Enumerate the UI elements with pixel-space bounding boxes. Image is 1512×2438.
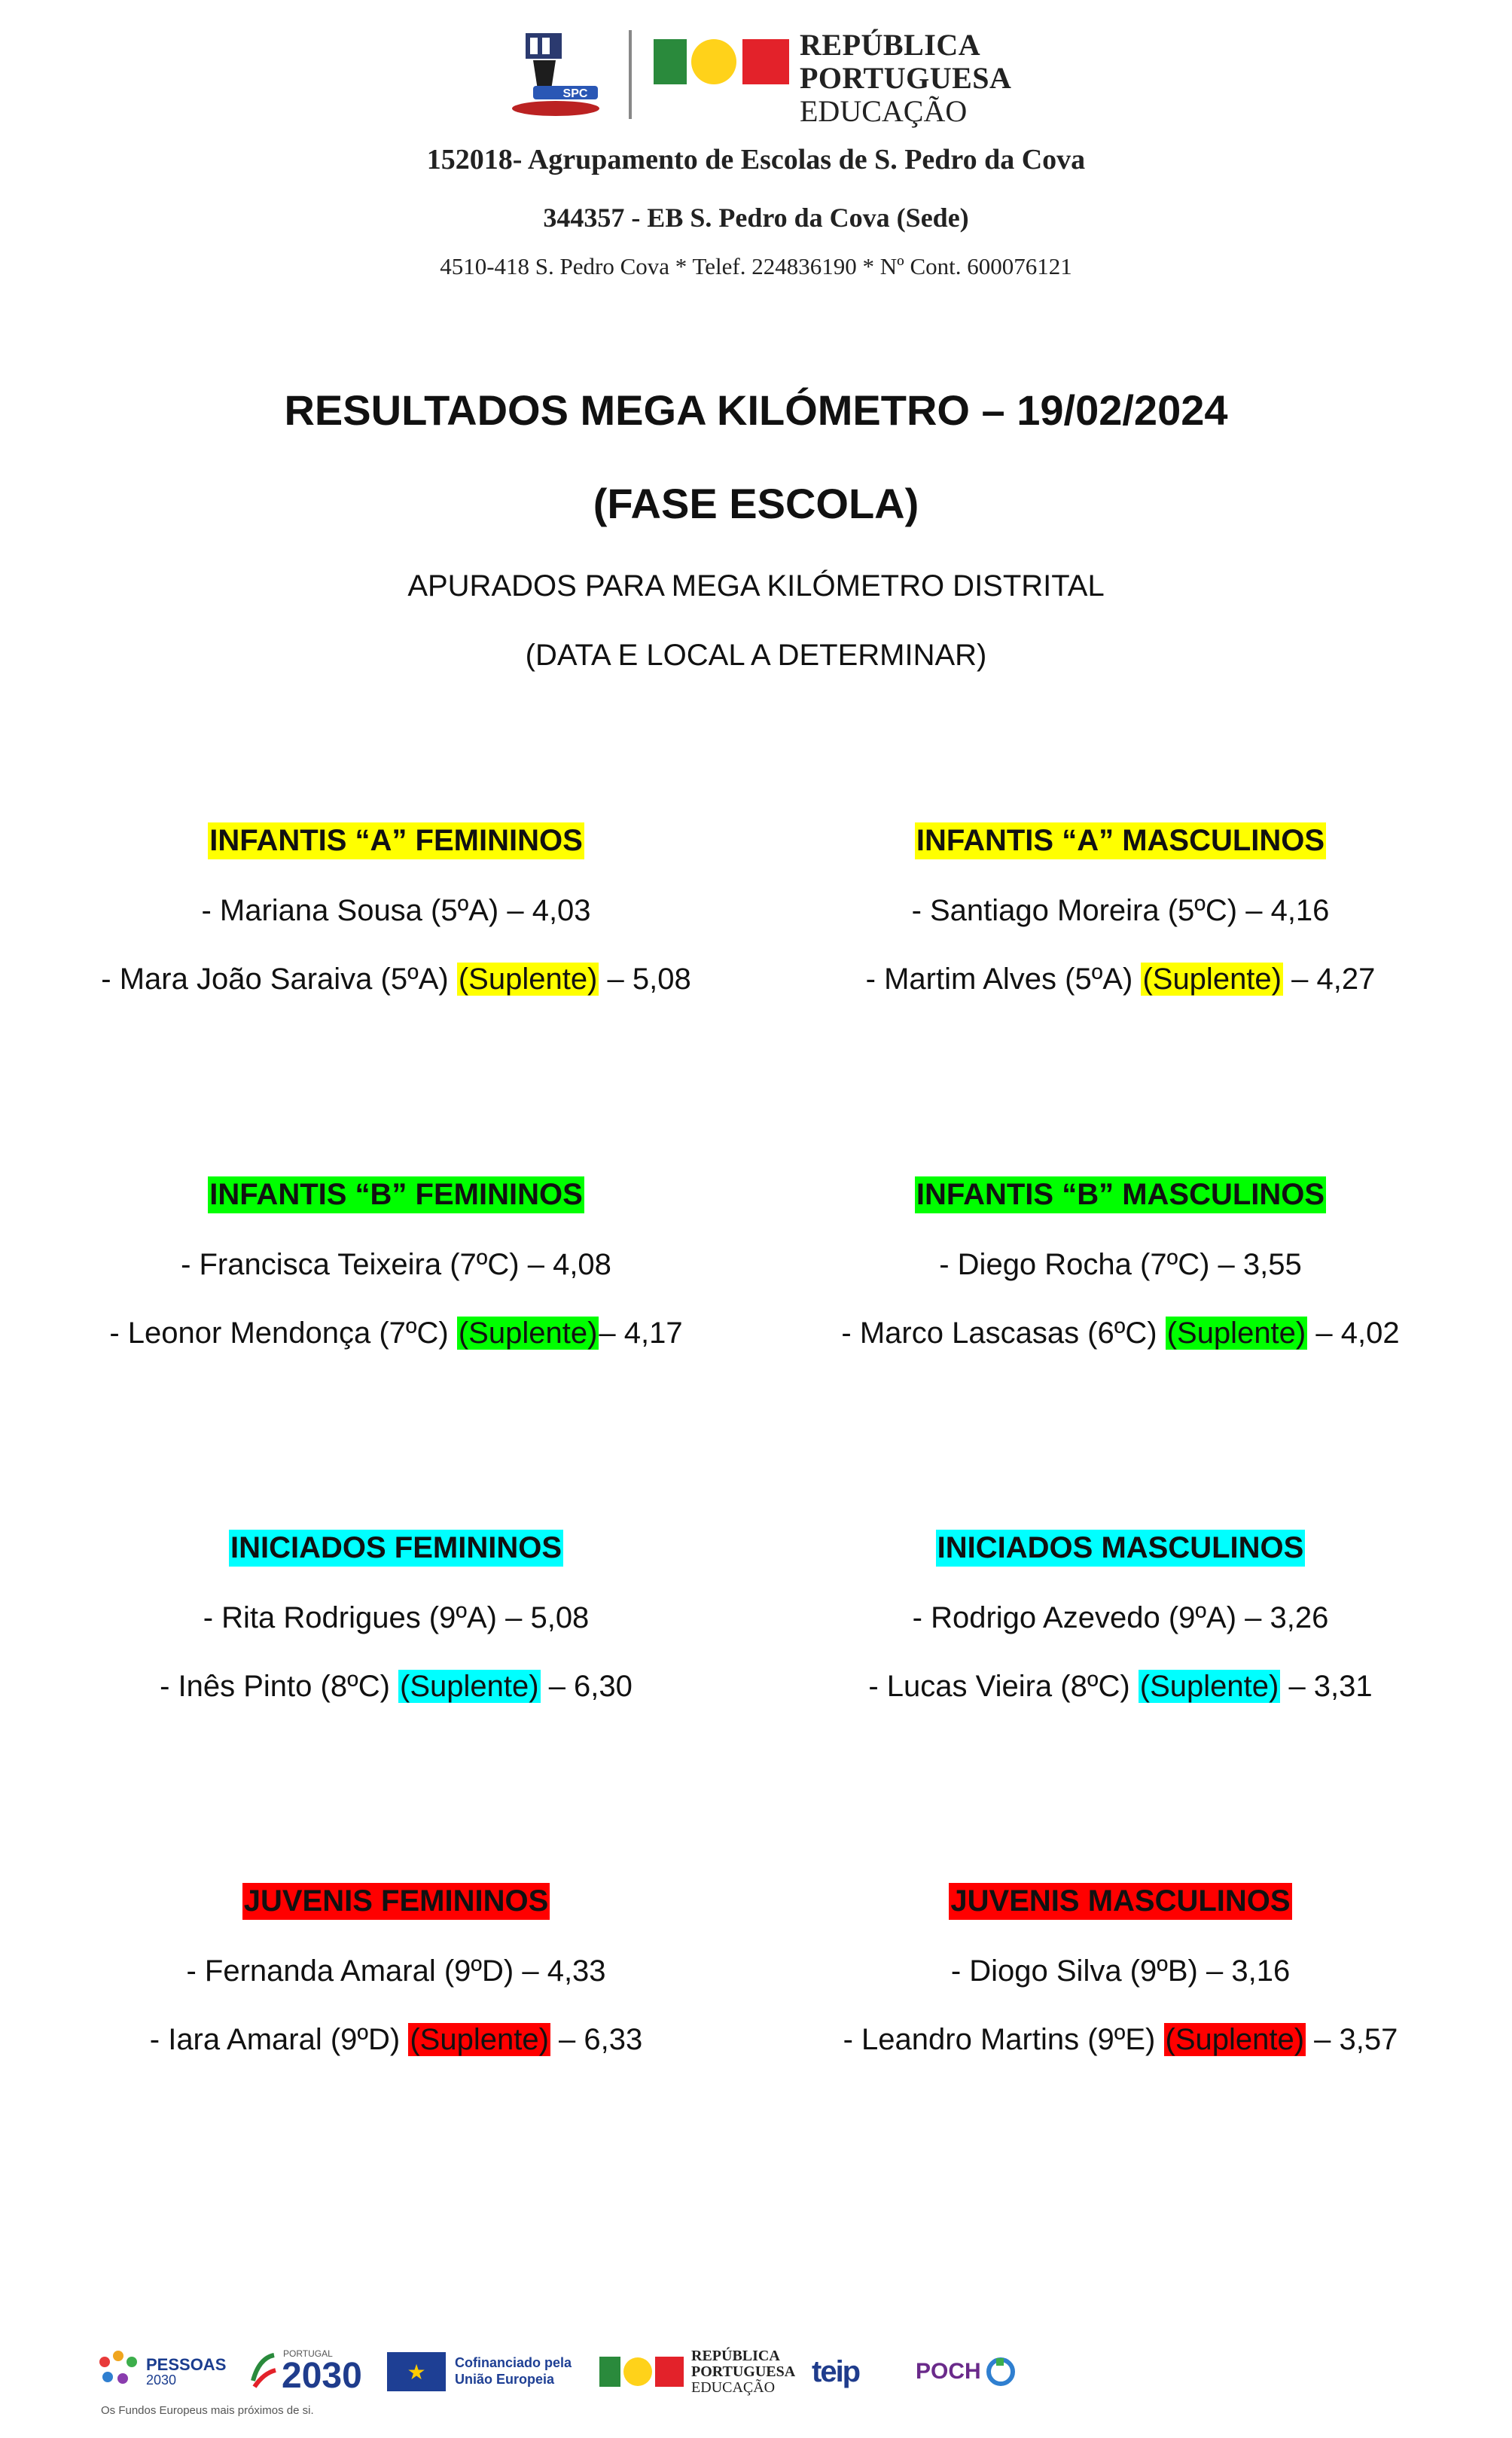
- funding-logos: [0, 2335, 1512, 2438]
- eu-flag-icon: ★: [387, 2352, 446, 2391]
- athlete-name: - Leonor Mendonça (7ºC): [109, 1317, 457, 1350]
- athlete-time: – 4,17: [599, 1317, 683, 1350]
- category-infantis-a-femininos: [20, 822, 773, 996]
- athlete-time: – 6,30: [540, 1670, 633, 1703]
- school-group-name: 152018- Agrupamento de Escolas de S. Pedro da Cova: [426, 144, 1086, 175]
- eu-cofunded-logo: [387, 2345, 572, 2398]
- athlete-time: – 6,33: [550, 2023, 643, 2056]
- substitute-badge: (Suplente): [1165, 2023, 1305, 2056]
- qualified-athlete: - Santiago Moreira (5ºC) – 4,16: [911, 894, 1330, 927]
- poch-logo: [916, 2345, 1017, 2398]
- substitute-athlete: [744, 1670, 1497, 1704]
- substitute-badge: (Suplente): [400, 1670, 539, 1703]
- pessoas-dots-icon: [99, 2351, 142, 2393]
- athlete-name: - Leandro Martins (9ºE): [843, 2023, 1164, 2056]
- flag-red-block: [655, 2357, 684, 2387]
- school-logo-icon: [503, 27, 608, 125]
- category-heading: INFANTIS “B” MASCULINOS: [915, 1176, 1326, 1213]
- qualified-athlete: - Diego Rocha (7ºC) – 3,55: [939, 1248, 1302, 1281]
- portugal-2030-icon: [248, 2351, 279, 2393]
- poch-mark-icon: [984, 2355, 1017, 2388]
- category-heading: INFANTIS “B” FEMININOS: [208, 1176, 584, 1213]
- eu-line1: Cofinanciado pela: [455, 2355, 572, 2371]
- pessoas-year: 2030: [146, 2372, 177, 2388]
- poch-label: POCH: [916, 2359, 981, 2384]
- qualified-athlete: - Mariana Sousa (5ºA) – 4,03: [201, 894, 591, 927]
- eu-line2: União Europeia: [455, 2372, 555, 2387]
- category-iniciados-masculinos: [744, 1530, 1497, 1704]
- athlete-time: – 3,31: [1280, 1670, 1373, 1703]
- qualified-athlete: - Rita Rodrigues (9ºA) – 5,08: [203, 1601, 590, 1634]
- gov-line3: EDUCAÇÃO: [800, 94, 968, 128]
- category-heading: INICIADOS FEMININOS: [229, 1530, 563, 1567]
- portugal-2030-logo: [248, 2345, 362, 2398]
- category-juvenis-femininos: [20, 1883, 773, 2057]
- school-name: 344357 - EB S. Pedro da Cova (Sede): [543, 203, 969, 233]
- athlete-name: - Lucas Vieira (8ºC): [868, 1670, 1139, 1703]
- qualified-athlete: - Rodrigo Azevedo (9ºA) – 3,26: [912, 1601, 1329, 1634]
- substitute-badge: (Suplente): [1142, 963, 1282, 996]
- qualified-athlete: - Francisca Teixeira (7ºC) – 4,08: [181, 1248, 611, 1281]
- pessoas-label: PESSOAS: [146, 2355, 227, 2374]
- qualified-athlete: - Diogo Silva (9ºB) – 3,16: [950, 1954, 1291, 1988]
- portugal-year: 2030: [282, 2356, 362, 2396]
- category-heading: INFANTIS “A” FEMININOS: [208, 822, 584, 859]
- category-infantis-b-femininos: [20, 1176, 773, 1350]
- logo-divider: [629, 30, 632, 119]
- athlete-name: - Mara João Saraiva (5ºA): [101, 963, 457, 996]
- substitute-athlete: [20, 2023, 773, 2057]
- substitute-athlete: [20, 1317, 773, 1350]
- flag-green-block: [654, 39, 687, 84]
- category-infantis-b-masculinos: [744, 1176, 1497, 1350]
- athlete-time: – 4,02: [1307, 1317, 1400, 1350]
- substitute-badge: (Suplente): [1166, 1317, 1306, 1350]
- qualified-athlete: - Fernanda Amaral (9ºD) – 4,33: [186, 1954, 606, 1988]
- athlete-name: - Iara Amaral (9ºD): [149, 2023, 409, 2056]
- category-iniciados-femininos: [20, 1530, 773, 1704]
- portugal-label: PORTUGAL: [283, 2348, 333, 2359]
- rp-line2: PORTUGUESA: [691, 2363, 796, 2380]
- category-infantis-a-masculinos: [744, 822, 1497, 996]
- category-heading: INICIADOS MASCULINOS: [936, 1530, 1306, 1567]
- republica-portuguesa-logo: [599, 2345, 795, 2398]
- substitute-athlete: [20, 1670, 773, 1704]
- athlete-time: – 4,27: [1283, 963, 1376, 996]
- substitute-badge: (Suplente): [1139, 1670, 1279, 1703]
- flag-green-block: [599, 2357, 620, 2387]
- qualified-note: APURADOS PARA MEGA KILÓMETRO DISTRITAL: [407, 569, 1105, 603]
- school-logo: [503, 27, 608, 125]
- athlete-name: - Martim Alves (5ºA): [865, 963, 1142, 996]
- athlete-time: – 3,57: [1306, 2023, 1398, 2056]
- letterhead: [0, 0, 1512, 294]
- pessoas-2030-logo: [99, 2345, 226, 2398]
- category-juvenis-masculinos: [744, 1883, 1497, 2057]
- substitute-badge: (Suplente): [458, 963, 598, 996]
- page-subtitle: (FASE ESCOLA): [593, 480, 919, 527]
- funds-slogan: Os Fundos Europeus mais próximos de si.: [101, 2404, 314, 2417]
- teip-logo: [812, 2345, 859, 2398]
- flag-yellow-circle: [623, 2357, 652, 2386]
- substitute-athlete: [20, 963, 773, 996]
- athlete-time: – 5,08: [599, 963, 691, 996]
- rp-line1: REPÚBLICA: [691, 2347, 780, 2364]
- flag-yellow-circle: [691, 39, 736, 84]
- svg-text:SPC: SPC: [562, 87, 588, 100]
- page-title: RESULTADOS MEGA KILÓMETRO – 19/02/2024: [284, 386, 1228, 434]
- substitute-athlete: [744, 2023, 1497, 2057]
- athlete-name: - Marco Lascasas (6ºC): [841, 1317, 1166, 1350]
- gov-line1: REPÚBLICA: [800, 28, 981, 62]
- rp-line3: EDUCAÇÃO: [691, 2378, 776, 2396]
- teip-label: teip: [812, 2354, 860, 2388]
- school-address: 4510-418 S. Pedro Cova * Telef. 224836190 * Nº Cont. 600076121: [440, 253, 1072, 279]
- substitute-badge: (Suplente): [458, 1317, 598, 1350]
- category-heading: JUVENIS MASCULINOS: [949, 1883, 1291, 1920]
- date-location-note: (DATA E LOCAL A DETERMINAR): [525, 639, 987, 672]
- athlete-name: - Inês Pinto (8ºC): [160, 1670, 399, 1703]
- category-heading: JUVENIS FEMININOS: [242, 1883, 550, 1920]
- category-heading: INFANTIS “A” MASCULINOS: [915, 822, 1326, 859]
- substitute-athlete: [744, 963, 1497, 996]
- substitute-athlete: [744, 1317, 1497, 1350]
- substitute-badge: (Suplente): [410, 2023, 549, 2056]
- flag-red-block: [742, 39, 789, 84]
- gov-line2: PORTUGUESA: [800, 61, 1012, 95]
- gov-logo-text: [800, 30, 1011, 127]
